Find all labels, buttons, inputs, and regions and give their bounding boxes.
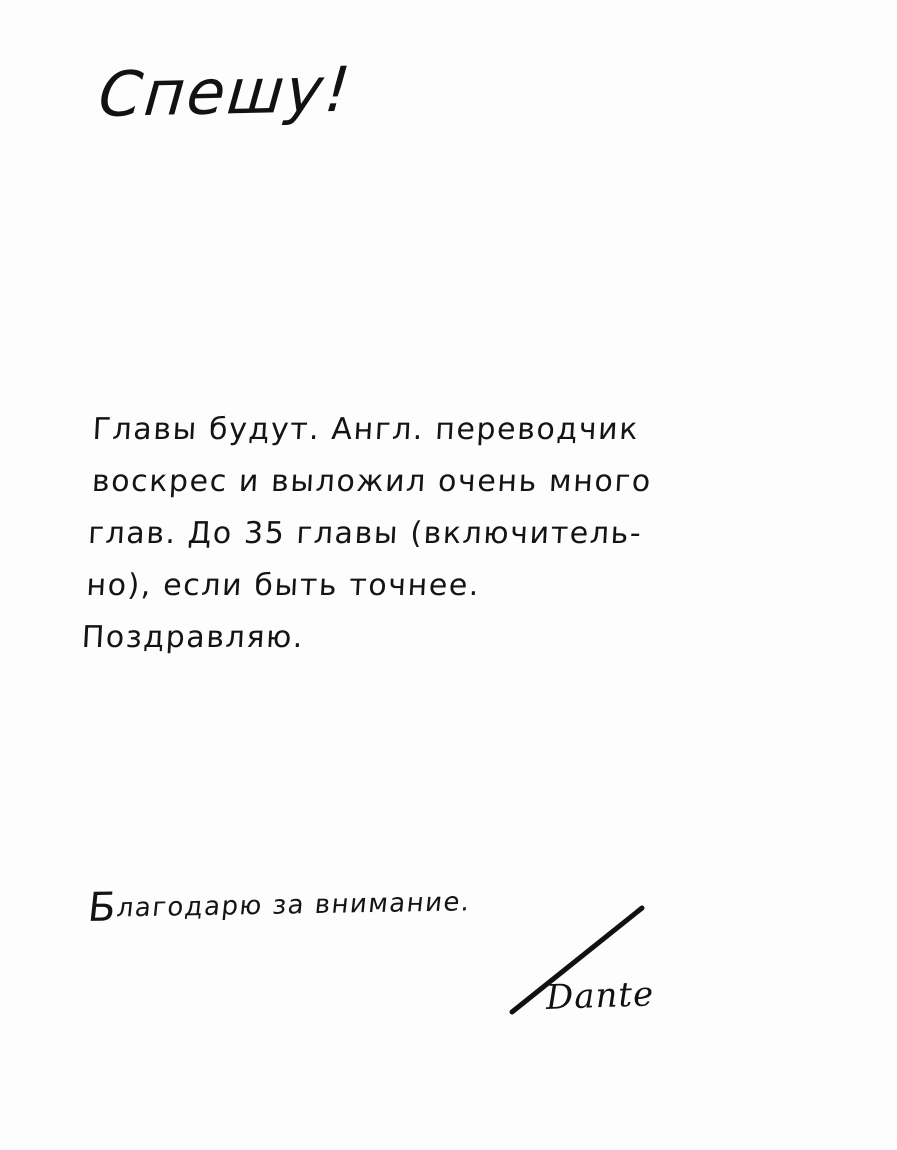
signature-name: Dante <box>545 974 655 1018</box>
note-heading: Спешу! <box>96 52 355 131</box>
paragraph-line: Главы будут. Англ. переводчик <box>91 412 640 447</box>
closing-line <box>85 884 473 931</box>
paragraph-line: но), если быть точнее. <box>85 568 482 603</box>
paragraph-line: воскрес и выложил очень много <box>91 464 653 499</box>
signature-block <box>500 900 680 1030</box>
closing-text: лагодарю за внимание. <box>115 887 473 924</box>
note-paragraph <box>80 404 774 664</box>
paragraph-line: Поздравляю. <box>80 620 306 655</box>
paragraph-line: глав. До 35 главы (включитель- <box>87 516 644 551</box>
closing-initial: Б <box>85 884 120 931</box>
